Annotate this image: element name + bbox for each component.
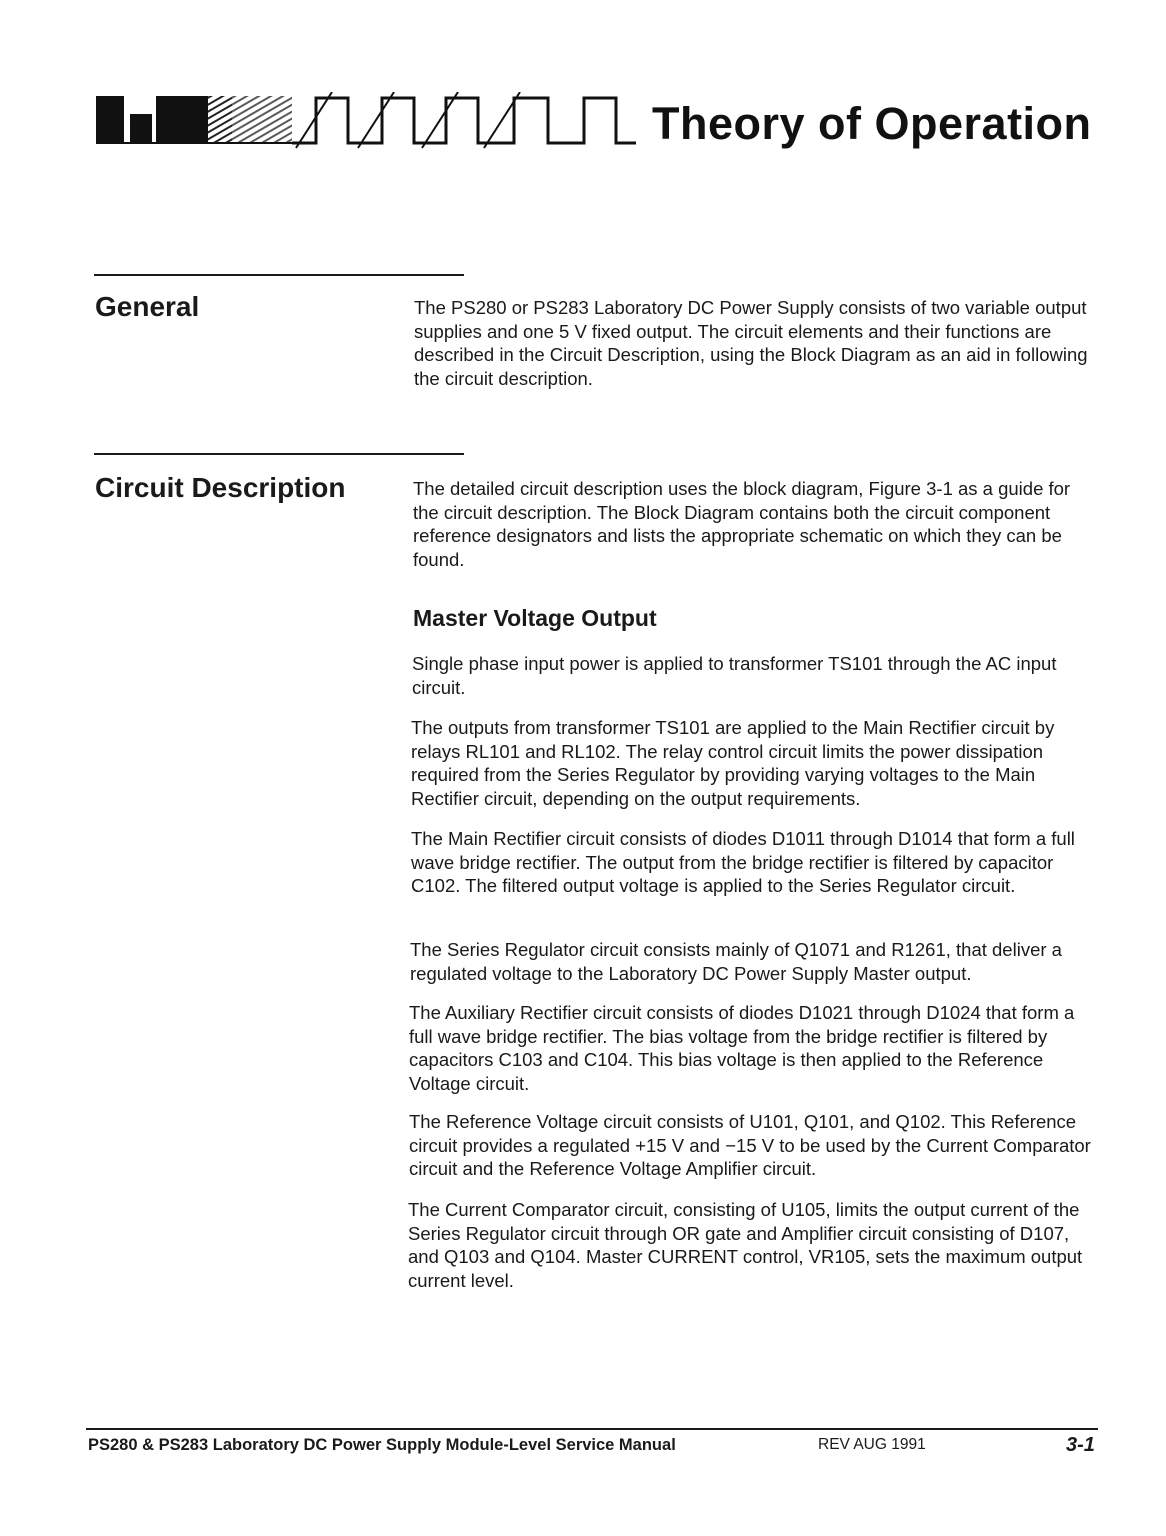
subheading-master-voltage-output: Master Voltage Output — [413, 605, 657, 631]
body-paragraph: The Auxiliary Rectifier circuit consists of diodes D1021 through D1024 that form a full wave bridge rectifier. The bias voltage from the bridge rectifier is filtered by capacitors C103 and C104. This bias voltage is then applied to the Reference Voltage circuit. — [409, 1002, 1075, 1094]
body-paragraph: The Main Rectifier circuit consists of diodes D1011 through D1014 that form a full wave bridge rectifier. The output from the bridge rectifier is filtered by capacitor C102. The filtered output voltage is applied to the Series Regulator circuit. — [411, 828, 1075, 896]
general-paragraph: The PS280 or PS283 Laboratory DC Power Supply consists of two variable output supplies and one 5 V fixed output. The circuit elements and their functions are described in the Circuit Description, using the Block Diagram as an aid in following the circuit description. — [414, 297, 1088, 389]
footer-divider — [86, 1428, 1098, 1430]
body-paragraph: The outputs from transformer TS101 are applied to the Main Rectifier circuit by relays RL101 and RL102. The relay control circuit limits the power dissipation required from the Series Regulator by providing varying voltages to the Main Rectifier circuit, depending on the output requirements. — [411, 717, 1055, 809]
body-paragraph: The Reference Voltage circuit consists of U101, Q101, and Q102. This Reference circuit provides a regulated +15 V and −15 V to be used by the Current Comparator circuit and the Reference Voltage Amplifier circuit. — [409, 1111, 1091, 1179]
section-divider — [94, 453, 464, 455]
circuit-description-intro: The detailed circuit description uses the block diagram, Figure 3-1 as a guide for the circuit description. The Block Diagram contains both the circuit component reference designators and lists the appropriate schematic on which they can be found. — [413, 478, 1071, 570]
section-divider — [94, 274, 464, 276]
chapter-header-waveform-graphic — [96, 92, 636, 152]
body-paragraph: The Series Regulator circuit consists mainly of Q1071 and R1261, that deliver a regulated voltage to the Laboratory DC Power Supply Master output. — [410, 939, 1062, 984]
chapter-title: Theory of Operation — [652, 98, 1092, 149]
footer-revision: REV AUG 1991 — [818, 1436, 926, 1453]
footer-page-number: 3-1 — [1066, 1434, 1095, 1456]
section-heading-general: General — [95, 291, 200, 322]
footer-manual-title: PS280 & PS283 Laboratory DC Power Supply Module-Level Service Manual — [88, 1436, 676, 1454]
body-paragraph: The Current Comparator circuit, consisting of U105, limits the output current of the Series Regulator circuit through OR gate and Amplifier circuit consisting of D107, and Q103 and Q104. Master CURRENT control, VR105, sets the maximum output current level. — [408, 1199, 1083, 1291]
section-heading-circuit-description: Circuit Description — [95, 472, 346, 503]
body-paragraph: Single phase input power is applied to transformer TS101 through the AC input circuit. — [412, 653, 1057, 698]
